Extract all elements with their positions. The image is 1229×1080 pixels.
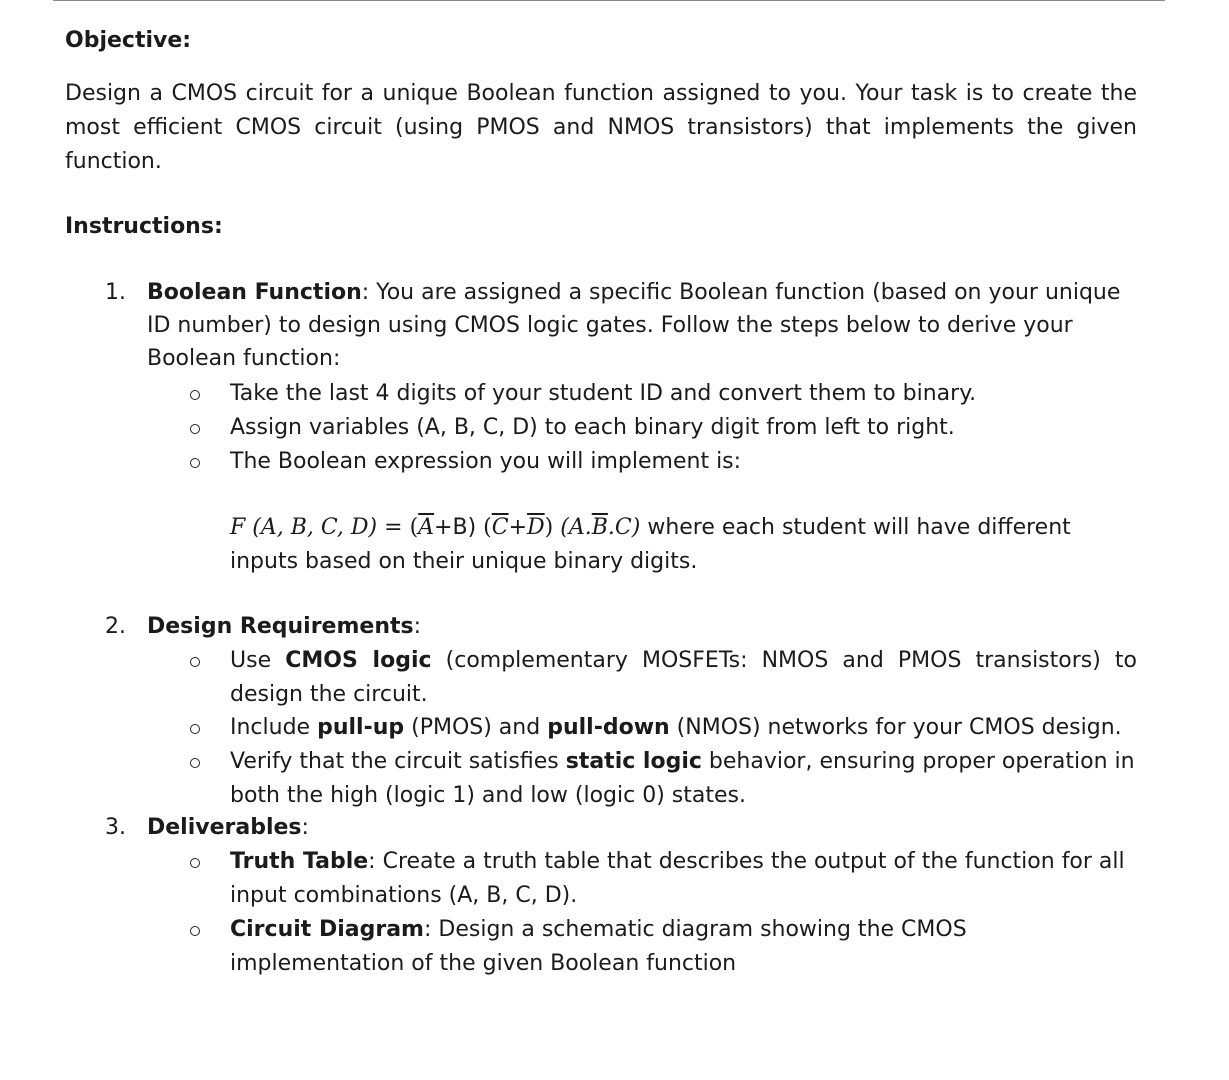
- item-3-colon: :: [301, 815, 309, 840]
- formula-not-a: $\overline{A}$: [418, 515, 435, 540]
- bullet-icon: [190, 858, 200, 868]
- bullet-icon: [190, 724, 200, 734]
- item-2-bullet-3: [230, 745, 1137, 812]
- bullet-text: Include: [230, 715, 318, 740]
- formula-term3-open: (A.: [560, 515, 592, 540]
- item-1-number: 1.: [105, 280, 126, 305]
- formula-equals: =: [384, 515, 403, 540]
- bullet-icon: [190, 758, 200, 768]
- item-2-number: 2.: [105, 614, 126, 639]
- bullet-bold: static logic: [565, 749, 702, 774]
- item-3-bullet-2: [230, 913, 1137, 980]
- item-2-title: Design Requirements: [147, 614, 414, 639]
- bullet-icon: [190, 657, 200, 667]
- item-3-text: [147, 811, 1137, 844]
- instructions-heading: Instructions:: [65, 214, 223, 239]
- formula-paren: (: [483, 515, 492, 540]
- objective-heading: Objective:: [65, 28, 192, 53]
- formula-paren: (: [409, 515, 419, 540]
- formula-not-b: $\overline{B}$: [591, 515, 608, 540]
- formula-trailer: where each student will have different inputs based on their unique binary digits.: [230, 515, 1071, 574]
- bullet-bold: Truth Table: [230, 849, 369, 874]
- item-1-bullet-2: Assign variables (A, B, C, D) to each binary digit from left to right.: [230, 415, 955, 440]
- boolean-formula: [230, 511, 1137, 578]
- item-2-text: [147, 610, 1137, 643]
- item-1-bullet-1: Take the last 4 digits of your student ID and convert them to binary.: [230, 381, 977, 406]
- bullet-text: Verify that the circuit satisfies: [230, 749, 566, 774]
- item-3-bullet-1: [230, 845, 1137, 912]
- formula-plus-b: +B): [434, 515, 477, 540]
- bullet-text: behavior, ensuring proper operation in both the high (logic 1) and low (logic 0) states.: [230, 749, 1135, 808]
- bullet-text: Use: [230, 648, 286, 673]
- objective-text: Design a CMOS circuit for a unique Boolean function assigned to you. Your task is to create the most efficient CMOS circuit (using PMOS and NMOS transistors) that implements the given function.: [65, 81, 1137, 174]
- formula-paren: ): [544, 515, 554, 540]
- formula-lhs: F (A, B, C, D): [230, 515, 378, 540]
- bullet-bold: CMOS logic: [285, 648, 432, 673]
- formula-not-d: $\overline{D}$: [527, 515, 545, 540]
- bullet-text: (complementary MOSFETs: NMOS and PMOS transistors) to design the circuit.: [230, 648, 1137, 707]
- item-3-title: Deliverables: [147, 815, 302, 840]
- bullet-icon: [190, 458, 200, 468]
- item-1-text: [147, 276, 1137, 375]
- bullet-text: : Create a truth table that describes the output of the function for all input combinations (A, B, C, D).: [230, 849, 1125, 908]
- bullet-icon: [190, 424, 200, 434]
- item-1-title: Boolean Function: [147, 280, 362, 305]
- bullet-icon: [190, 390, 200, 400]
- bullet-text: (NMOS) networks for your CMOS design.: [669, 715, 1122, 740]
- item-3-number: 3.: [105, 815, 126, 840]
- bullet-bold: pull-down: [547, 715, 670, 740]
- bullet-text: : Design a schematic diagram showing the CMOS implementation of the given Boolean function: [230, 917, 967, 976]
- bullet-bold: Circuit Diagram: [230, 917, 424, 942]
- bullet-bold: pull-up: [317, 715, 405, 740]
- item-1-body: : You are assigned a specific Boolean function (based on your unique ID number) to design using CMOS logic gates. Follow the steps below to derive your Boolean function:: [147, 280, 1121, 371]
- item-2-bullet-2: [230, 711, 1137, 745]
- bullet-text: (PMOS) and: [404, 715, 548, 740]
- item-2-colon: :: [413, 614, 422, 639]
- formula-term3-close: .C): [607, 515, 641, 540]
- formula-plus: +: [508, 515, 528, 540]
- formula-not-c: $\overline{C}$: [491, 515, 509, 540]
- bullet-icon: [190, 926, 200, 936]
- item-1-bullet-3: The Boolean expression you will implement is:: [230, 449, 742, 474]
- item-2-bullet-1: [230, 644, 1137, 711]
- top-divider: [53, 0, 1165, 1]
